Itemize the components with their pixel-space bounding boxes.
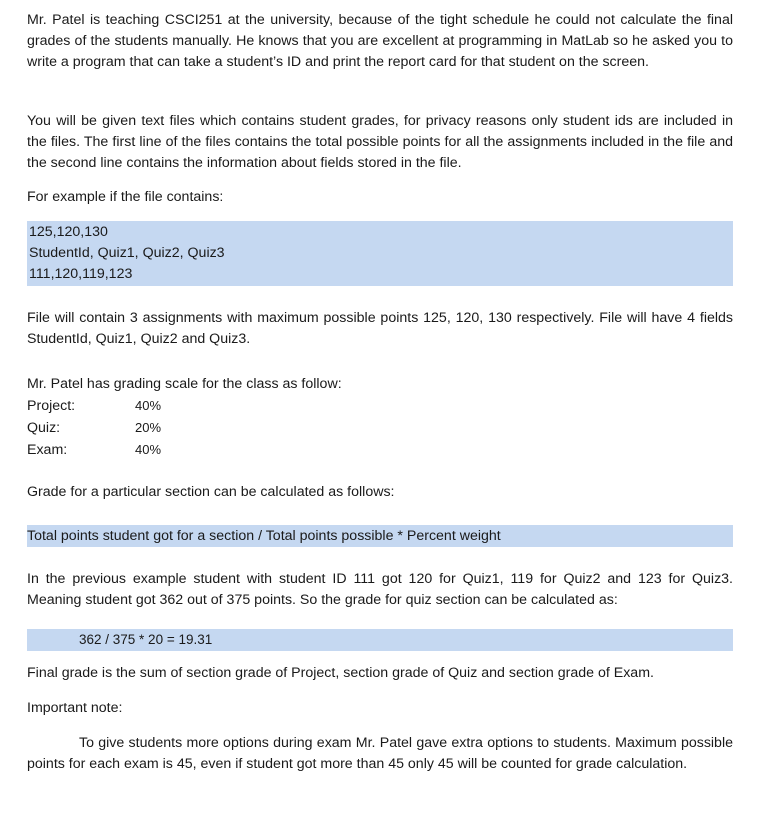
important-note-body: To give students more options during exam Mr. Patel gave extra options to students. Maximum possible points for each exam is 45, even if student got more than 45 only 45 will be counted for grade calculation.	[27, 735, 733, 772]
example-file-line-2: StudentId, Quiz1, Quiz2, Quiz3	[29, 245, 225, 261]
example-file-line-3: 111,120,119,123	[29, 266, 133, 282]
scale-value-exam: 40%	[135, 442, 162, 457]
scale-label-project: Project:	[27, 398, 76, 414]
example-explanation-paragraph: File will contain 3 assignments with maximum possible points 125, 120, 130 respectively. File will have 4 fields StudentId, Quiz1, Quiz2 and Quiz3.	[27, 310, 733, 347]
formula-block	[27, 525, 733, 547]
calculation-block	[27, 629, 733, 651]
example-file-block	[27, 221, 733, 286]
section-grade-intro: Grade for a particular section can be calculated as follows:	[27, 484, 395, 500]
scale-value-project: 40%	[135, 398, 162, 413]
grading-scale-intro: Mr. Patel has grading scale for the class as follow:	[27, 376, 342, 392]
example-intro-text: For example if the file contains:	[27, 189, 224, 205]
calculation-text: 362 / 375 * 20 = 19.31	[79, 632, 213, 647]
files-description-paragraph: You will be given text files which contains student grades, for privacy reasons only student ids are included in the files. The first line of the files contains the total possible points for all the assignments included in the file and the second line contains the information about fields stored in the file.	[27, 113, 733, 171]
scale-value-quiz: 20%	[135, 420, 162, 435]
intro-paragraph: Mr. Patel is teaching CSCI251 at the university, because of the tight schedule he could not calculate the final grades of the students manually. He knows that you are excellent at programming in MatLab so he asked you to write a program that can take a student’s ID and print the report card for that student on the screen.	[27, 12, 733, 70]
final-grade-text: Final grade is the sum of section grade of Project, section grade of Quiz and section grade of Exam.	[27, 665, 654, 681]
worked-example-paragraph: In the previous example student with student ID 111 got 120 for Quiz1, 119 for Quiz2 and 123 for Quiz3. Meaning student got 362 out of 375 points. So the grade for quiz section can be calculated as:	[27, 571, 733, 608]
example-file-line-1: 125,120,130	[29, 224, 108, 240]
scale-label-quiz: Quiz:	[27, 420, 61, 436]
important-note-heading: Important note:	[27, 700, 123, 716]
scale-label-exam: Exam:	[27, 442, 68, 458]
formula-text: Total points student got for a section / Total points possible * Percent weight	[27, 528, 501, 544]
